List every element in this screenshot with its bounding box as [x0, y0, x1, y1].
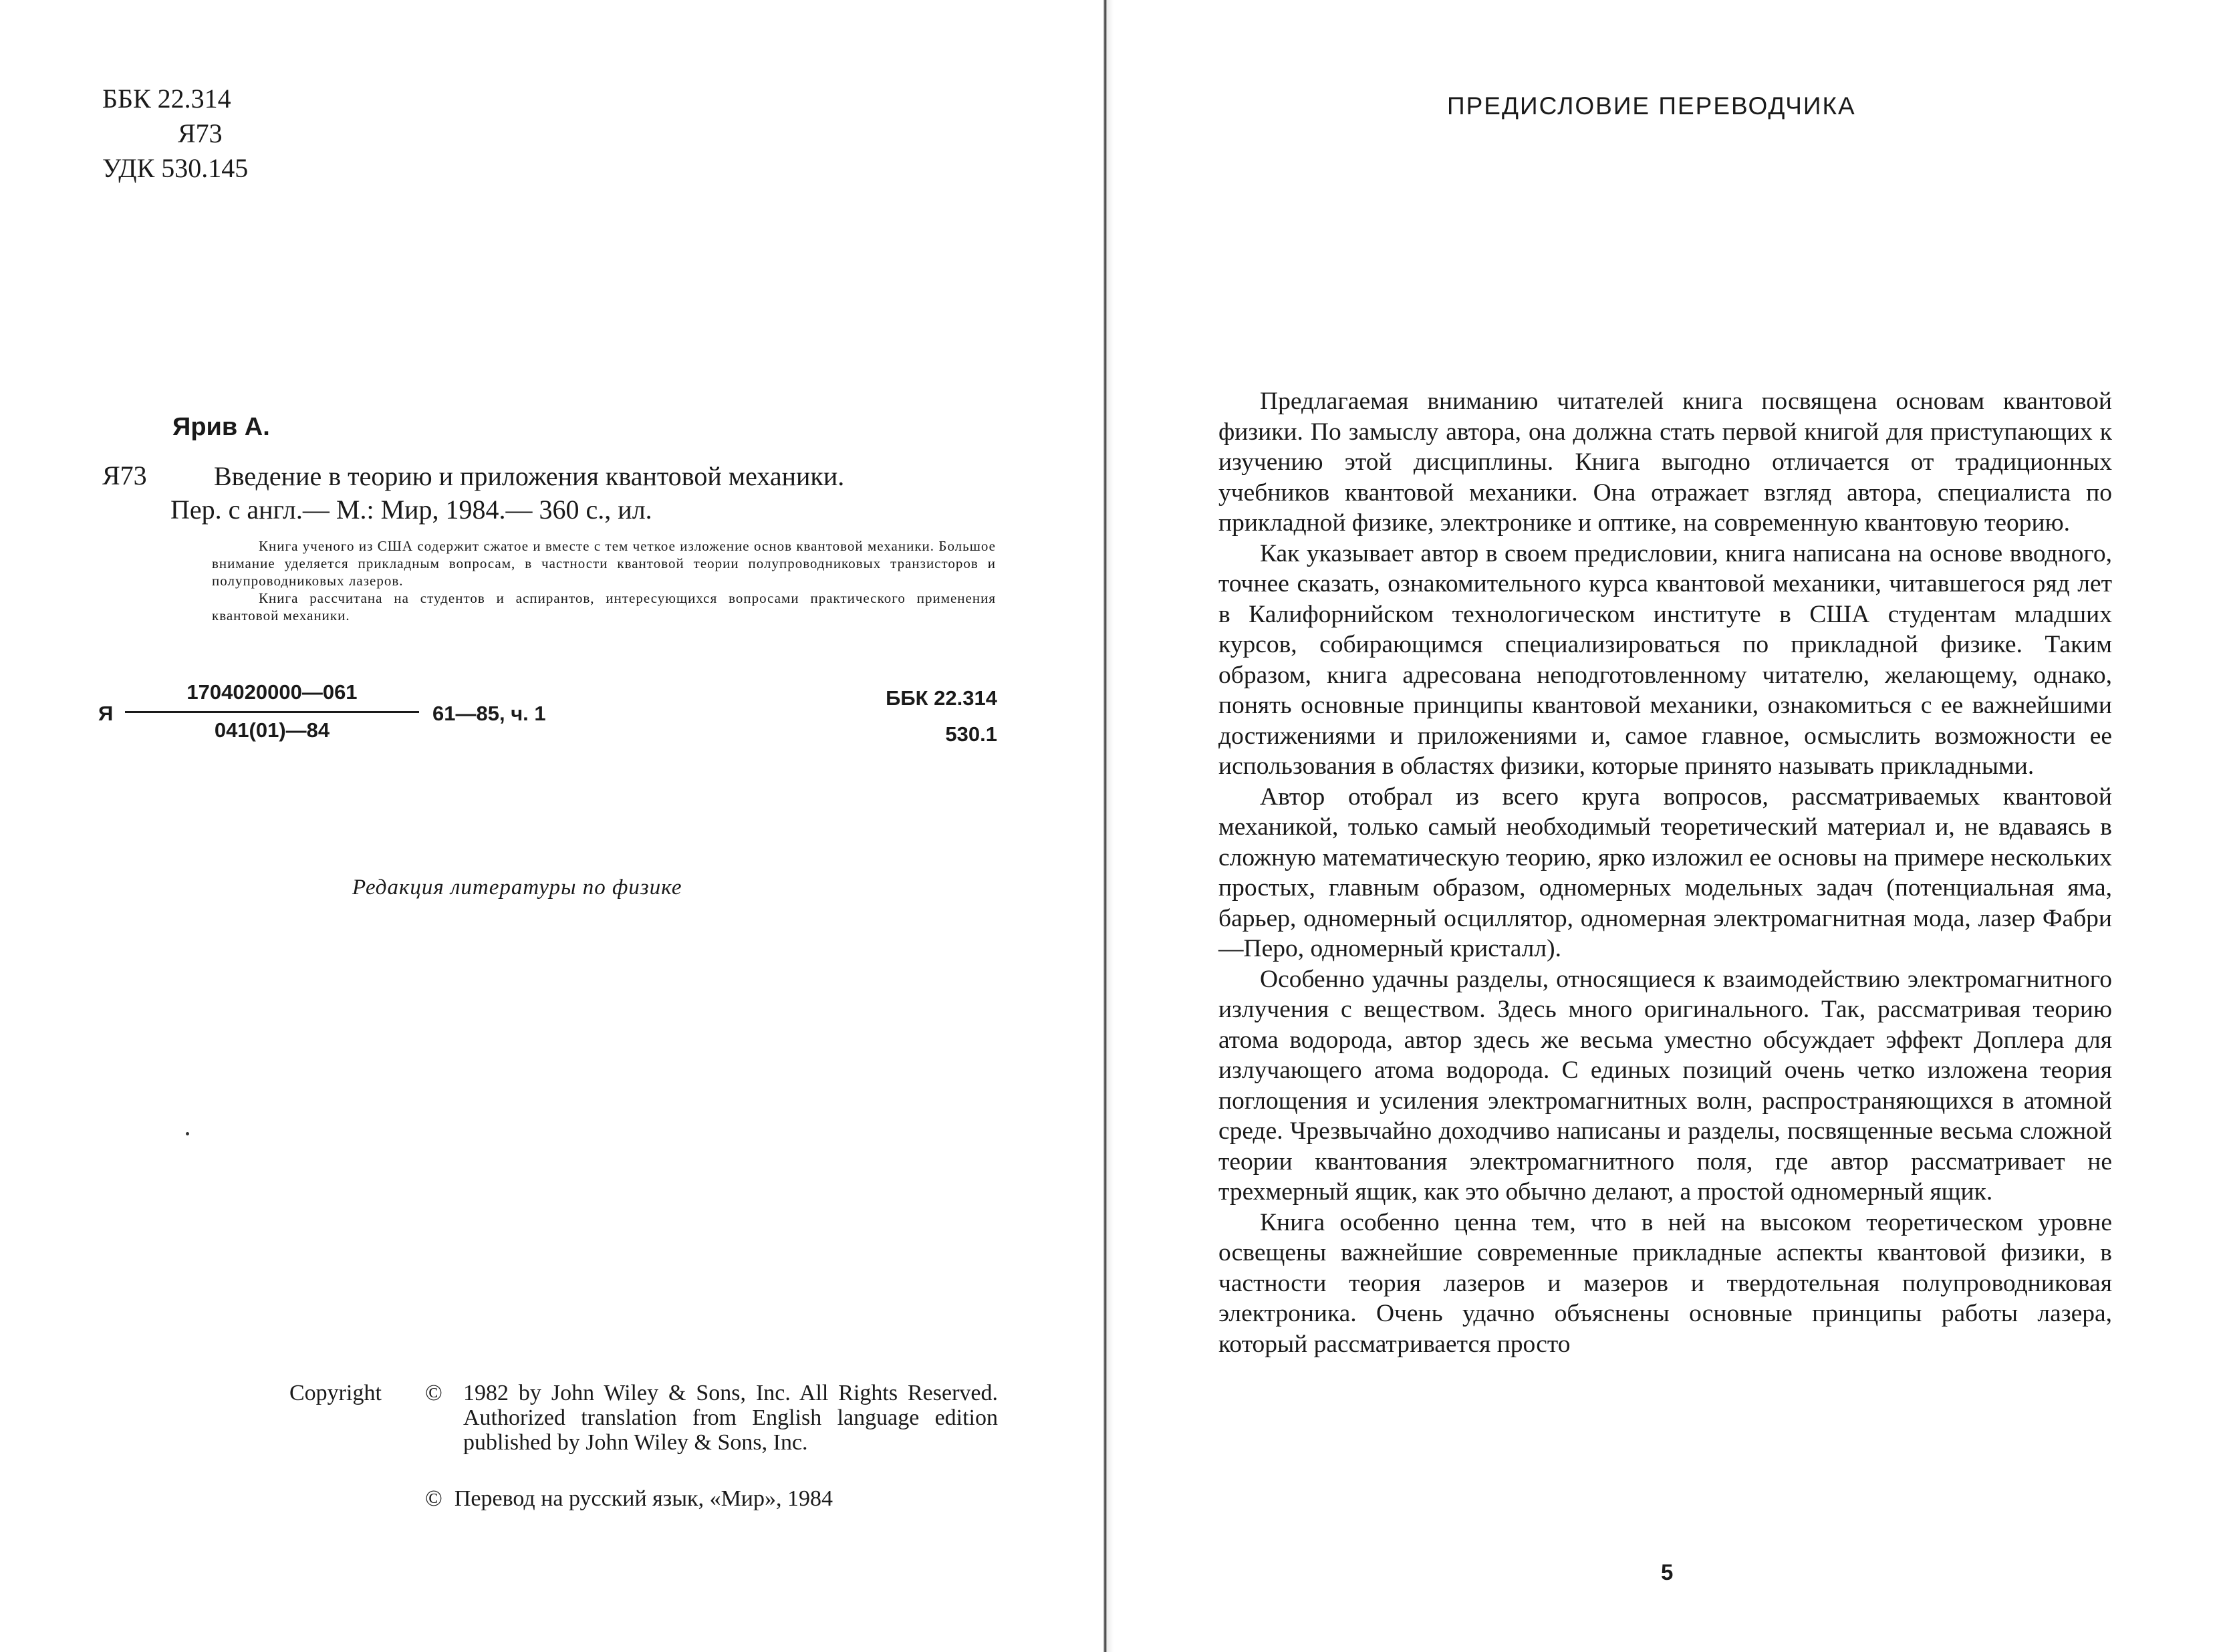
index-suffix: 61—85, ч. 1: [432, 702, 546, 725]
page-number: 5: [1661, 1560, 1674, 1585]
translation-copyright: [425, 1486, 833, 1512]
index-prefix: Я: [98, 702, 114, 725]
bbk-code: ББК 22.314: [102, 84, 231, 114]
left-page: [0, 0, 1096, 1652]
index-bbk-line2: 530.1: [945, 722, 997, 746]
annotation: [212, 537, 996, 624]
index-bbk: [886, 680, 997, 752]
index-bbk-line1: ББК 22.314: [886, 686, 997, 710]
editorial-office: Редакция литературы по физике: [352, 875, 682, 900]
annotation-paragraph: Книга ученого из США содержит сжатое и вместе с тем четкое изложение основ квантовой механики. Большое внимание уделяется прикладным вопросам, в частности квантовой теории полупроводниковых транзисторов и полупроводниковых лазеров.: [212, 538, 996, 589]
classification-block: [102, 82, 248, 186]
preface-paragraph: Предлагаемая вниманию читателей книга посвящена основам квантовой физики. По замыслу автора, она должна стать первой книгой для приступающих к изучению этой дисциплины. Книга выгодно отличается от традиционных учебников квантовой механики. Она отражает взгляд автора, специалиста по прикладной физике, электронике и оптике, на современную квантовую теорию.: [1218, 388, 2112, 537]
publication-info: Пер. с англ.— М.: Мир, 1984.— 360 с., ил.: [170, 495, 652, 525]
index-fraction: [125, 680, 419, 742]
catalog-index: Я73: [178, 118, 223, 148]
fraction-bar: [125, 711, 419, 713]
preface-paragraph: Автор отобрал из всего круга вопросов, рассматриваемых квантовой механикой, только самый необходимый теоретический материал и, не вдаваясь в сложную математическую теорию, ярко изложил ее основы на примере нескольких простых, главным образом, одномерных модельных задач (потенциальная яма, барьер, одномерный осциллятор, одномерная электромагнитная мода, лазер Фабри—Перо, одномерный кристалл).: [1218, 783, 2112, 962]
copyright-label: Copyright: [289, 1381, 382, 1405]
book-title-entry: [170, 460, 996, 527]
preface-paragraph: Как указывает автор в своем предисловии, книга написана на основе вводного, точнее сказать, ознакомительного курса квантовой механики, читавшегося ряд лет в Калифорнийском технологическом институте в США студентам младших курсов, собирающимся специализироваться по прикладной физике. Таким образом, книга адресована неподготовленному читателю, желающему, однако, понять основные принципы квантовой механики, ознакомиться с ее важнейшими достижениями и приложениями и, самое главное, осмыслить возможности ее использования в областях физики, которые принято называть прикладными.: [1218, 539, 2112, 780]
translation-copyright-text: Перевод на русский язык, «Мир», 1984: [454, 1486, 833, 1511]
publisher-index: [98, 675, 997, 748]
preface-paragraph: Особенно удачны разделы, относящиеся к взаимодействию электромагнитного излучения с веществом. Здесь много оригинального. Так, рассматривая теорию атома водорода, автор здесь же весьма уместно обсуждает эффект Доплера для излучающего атома водорода. С единых позиций очень четко изложена теория поглощения и усиления электромагнитных волн, распространяющихся в атомной среде. Чрезвычайно доходчиво написаны и разделы, посвященные весьма сложной теории квантования электромагнитного поля, где автор рассматривает не трехмерный ящик, как это обычно делают, а простой одномерный ящик.: [1218, 965, 2112, 1206]
index-numerator: 1704020000—061: [186, 680, 358, 704]
preface-paragraph: Книга особенно ценна тем, что в ней на высоком теоретическом уровне освещены важнейшие современные прикладные аспекты квантовой физики, в частности теория лазеров и мазеров и твердотельная полупроводниковая электроника. Очень удачно объяснены основные принципы работы лазера, который рассматривается просто: [1218, 1208, 2112, 1358]
udk-code: УДК 530.145: [102, 153, 249, 183]
preface-body: [1218, 386, 2112, 1359]
author-name: Ярив А.: [172, 413, 270, 441]
annotation-paragraph: Книга рассчитана на студентов и аспирантов, интересующихся вопросами практического применения квантовой механики.: [212, 590, 996, 624]
copyright-text: 1982 by John Wiley & Sons, Inc. All Rights Reserved. Authorized translation from English language edition published by John Wiley & Sons, Inc.: [463, 1381, 998, 1455]
preface-title: ПРЕДИСЛОВИЕ ПЕРЕВОДЧИКА: [1447, 92, 1856, 120]
index-denominator: 041(01)—84: [214, 718, 330, 742]
book-title: Введение в теорию и приложения квантовой механики.: [214, 461, 845, 491]
stray-dot: [186, 1132, 189, 1135]
copyright-icon: ©: [425, 1381, 442, 1405]
catalog-code: Я73: [102, 460, 147, 491]
copyright-icon: ©: [425, 1486, 442, 1511]
